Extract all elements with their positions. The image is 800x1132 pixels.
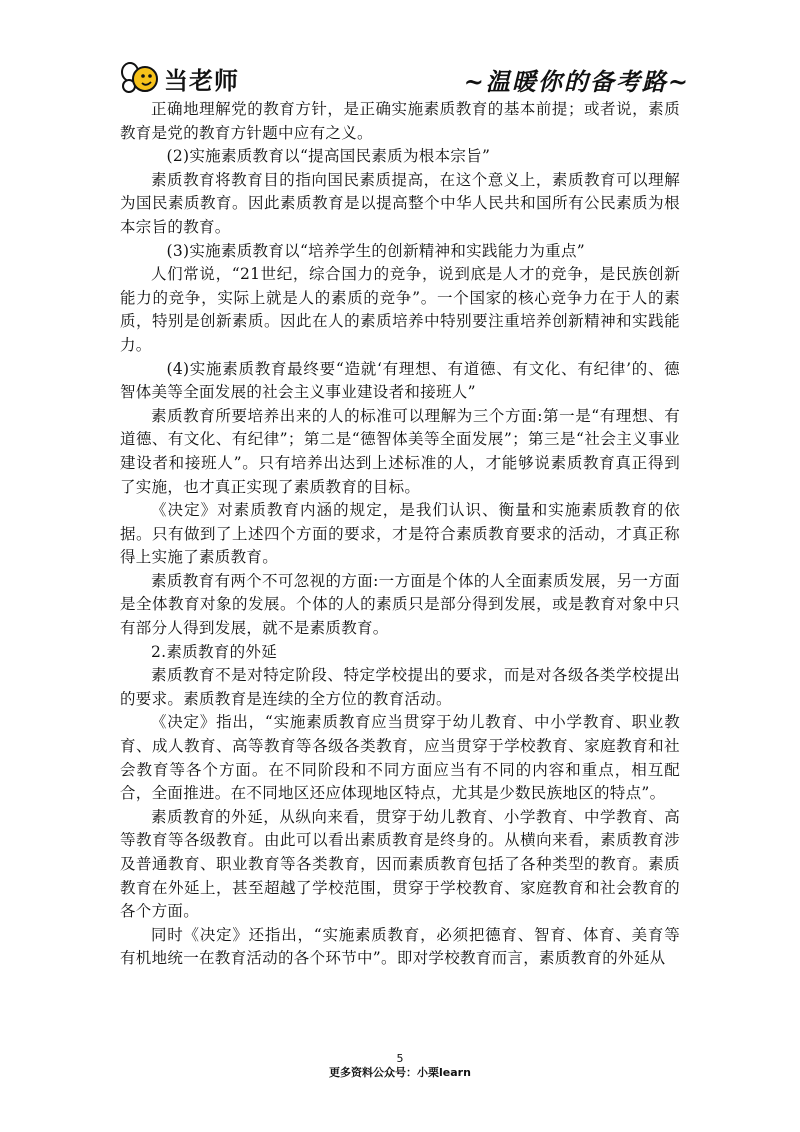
subheading: (4)实施素质教育最终要“造就‘有理想、有道德、有文化、有纪律’的、德智体美等全面发展的社会主义事业建设者和接班人” xyxy=(120,359,680,402)
bee-logo-icon xyxy=(120,60,160,96)
paragraph: 人们常说，“21世纪，综合国力的竞争，说到底是人才的竞争，是民族创新能力的竞争，实际上就是人的素质的竞争”。一个国家的核心竞争力在于人的素质，特别是创新素质。因此在人的素质培养中特别要注重培养创新精神和实践能力。 xyxy=(120,265,680,354)
logo xyxy=(120,58,239,98)
paragraph: 《决定》指出，“实施素质教育应当贯穿于幼儿教育、中小学教育、职业教育、成人教育、高等教育等各级各类教育，应当贯穿于学校教育、家庭教育和社会教育等各个方面。在不同阶段和不同方面应当有不同的内容和重点，相互配合，全面推进。在不同地区还应体现地区特点，尤其是少数民族地区的特点”。 xyxy=(120,713,680,803)
subheading: (2)实施素质教育以“提高国民素质为根本宗旨” xyxy=(166,147,491,166)
paragraph: 素质教育所要培养出来的人的标准可以理解为三个方面:第一是“有理想、有道德、有文化、有纪律”；第二是“德智体美等全面发展”；第三是“社会主义事业建设者和接班人”。只有培养出达到上述标准的人，才能够说素质教育真正得到了实施，也才真正实现了素质教育的目标。 xyxy=(120,406,680,496)
page-number: 5 xyxy=(396,1052,404,1065)
paragraph: 2.素质教育的外延 xyxy=(151,642,277,661)
paragraph: 《决定》对素质教育内涵的规定，是我们认识、衡量和实施素质教育的依据。只有做到了上述四个方面的要求，才是符合素质教育要求的活动，才真正称得上实施了素质教育。 xyxy=(120,501,680,567)
paragraph: 素质教育有两个不可忽视的方面:一方面是个体的人全面素质发展，另一方面是全体教育对象的发展。个体的人的素质只是部分得到发展，或是教育对象中只有部分人得到发展，就不是素质教育。 xyxy=(120,571,680,638)
slogan: ~温暖你的备考路~ xyxy=(463,67,690,96)
subheading: (3)实施素质教育以“培养学生的创新精神和实践能力为重点” xyxy=(166,241,586,260)
paragraph: 素质教育将教育目的指向国民素质提高，在这个意义上，素质教育可以理解为国民素质教育。因此素质教育是以提高整个中华人民共和国所有公民素质为根本宗旨的教育。 xyxy=(120,170,680,236)
paragraph: 同时《决定》还指出，“实施素质教育，必须把德育、智育、体育、美育等有机地统一在教育活动的各个环节中”。即对学校教育而言，素质教育的外延从 xyxy=(120,925,680,968)
paragraph: 素质教育的外延，从纵向来看，贯穿于幼儿教育、小学教育、中学教育、高等教育等各级教育。由此可以看出素质教育是终身的。从横向来看，素质教育涉及普通教育、职业教育等各类教育，因而素质教育包括了各种类型的教育。素质教育在外延上，甚至超越了学校范围，贯穿于学校教育、家庭教育和社会教育的各个方面。 xyxy=(120,807,680,921)
paragraph: 素质教育不是对特定阶段、特定学校提出的要求，而是对各级各类学校提出的要求。素质教育是连续的全方位的教育活动。 xyxy=(120,666,680,708)
footer-note: 更多资料公众号：小栗learn xyxy=(329,1066,471,1079)
document-body xyxy=(120,98,680,971)
page-header xyxy=(120,58,690,98)
paragraph: 正确地理解党的教育方针，是正确实施素质教育的基本前提；或者说，素质教育是党的教育方针题中应有之义。 xyxy=(120,100,680,142)
logo-text: 当老师 xyxy=(164,66,239,95)
